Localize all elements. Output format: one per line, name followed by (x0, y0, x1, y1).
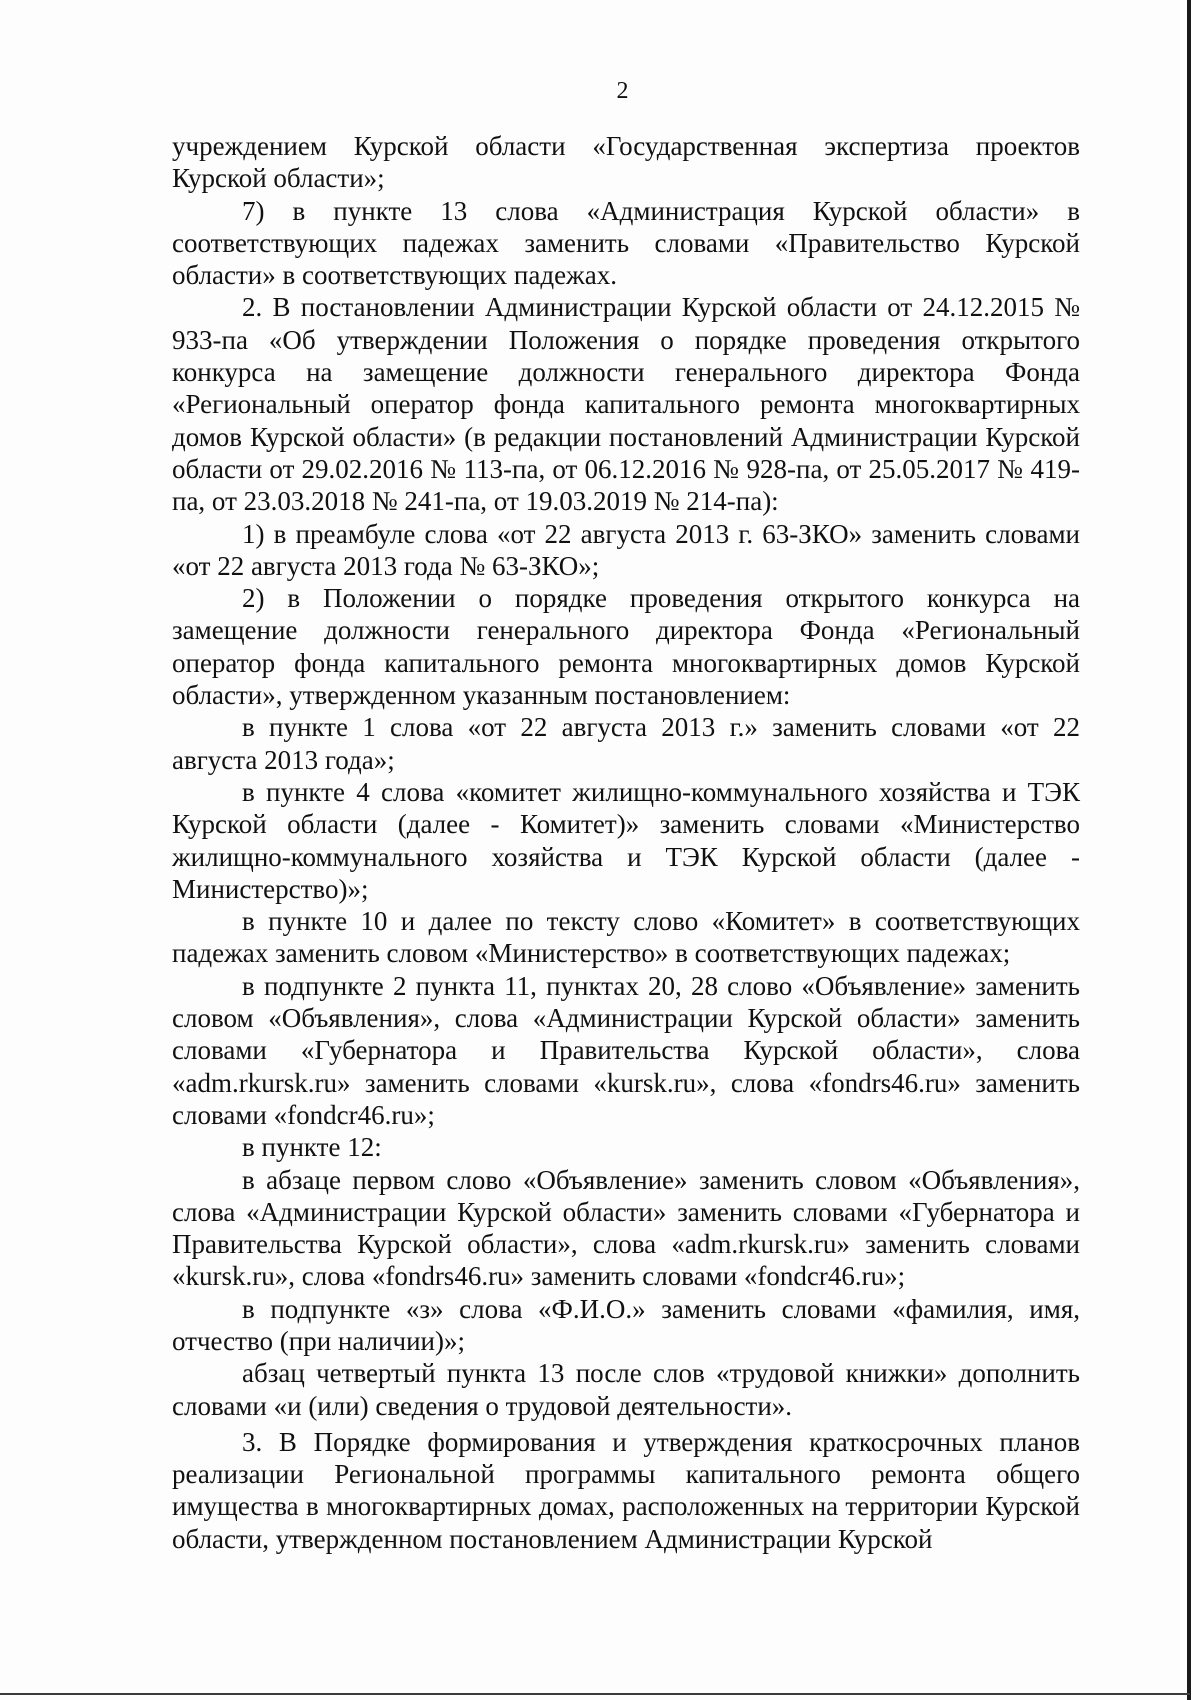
paragraph-5: 2) в Положении о порядке проведения открытого конкурса на замещение должности генерального директора Фонда «Региональный оператор фонда капитального ремонта многоквартирных домов Курской области», утвержденном указанным постановлением: (172, 583, 1080, 711)
paragraph-14: 3. В Порядке формирования и утверждения краткосрочных планов реализации Региональной программы капитального ремонта общего имущества в многоквартирных домах, расположенных на территории Курской области, утвержденном постановлением Администрации Курской (172, 1426, 1080, 1554)
paragraph-8: в пункте 10 и далее по тексту слово «Комитет» в соответствующих падежах заменить словом «Министерство» в соответствующих падежах; (172, 906, 1080, 969)
scan-edge-bottom (0, 1693, 1190, 1695)
paragraph-3: 2. В постановлении Администрации Курской области от 24.12.2015 № 933-па «Об утверждении Положения о порядке проведения открытого конкурса на замещение должности генерального директора Фонда «Региональный оператор фонда капитального ремонта многоквартирных домов Курской области» (в редакции постановлений Администрации Курской области от 29.02.2016 № 113-па, от 06.12.2016 № 928-па, от 25.05.2017 № 419-па, от 23.03.2018 № 241-па, от 19.03.2019 № 214-па): (172, 292, 1080, 517)
paragraph-12: в подпункте «з» слова «Ф.И.О.» заменить словами «фамилия, имя, отчество (при наличии)»; (172, 1293, 1080, 1356)
paragraph-7: в пункте 4 слова «комитет жилищно-коммунального хозяйства и ТЭК Курской области (далее - Комитет)» заменить словами «Министерство жилищно-коммунального хозяйства и ТЭК Курской области (далее - Министерство)»; (172, 776, 1080, 904)
paragraph-13: абзац четвертый пункта 13 после слов «трудовой книжки» дополнить словами «и (или) сведения о трудовой деятельности». (172, 1358, 1080, 1421)
paragraph-1: учреждением Курской области «Государственная экспертиза проектов Курской области»; (172, 131, 1080, 194)
page-number: 2 (616, 78, 629, 104)
paragraph-4: 1) в преамбуле слова «от 22 августа 2013 г. 63-ЗКО» заменить словами «от 22 августа 2013 года № 63-ЗКО»; (172, 518, 1080, 581)
paragraph-2: 7) в пункте 13 слова «Администрация Курской области» в соответствующих падежах заменить словами «Правительство Курской области» в соответствующих падежах. (172, 195, 1080, 291)
paragraph-11: в абзаце первом слово «Объявление» заменить словом «Объявления», слова «Администрации Курской области» заменить словами «Губернатора и Правительства Курской области», слова «adm.rkursk.ru» заменить словами «kursk.ru», слова «fondrs46.ru» заменить словами «fondcr46.ru»; (172, 1164, 1080, 1292)
paragraph-10: в пункте 12: (242, 1132, 382, 1163)
scan-edge-right (1187, 0, 1191, 1700)
paragraph-6: в пункте 1 слова «от 22 августа 2013 г.» заменить словами «от 22 августа 2013 года»; (172, 712, 1080, 775)
document-body (172, 130, 1080, 1555)
paragraph-9: в подпункте 2 пункта 11, пунктах 20, 28 слово «Объявление» заменить словом «Объявления», слова «Администрации Курской области» заменить словами «Губернатора и Правительства Курской области», слова «adm.rkursk.ru» заменить словами «kursk.ru», слова «fondrs46.ru» заменить словами «fondcr46.ru»; (172, 970, 1080, 1130)
